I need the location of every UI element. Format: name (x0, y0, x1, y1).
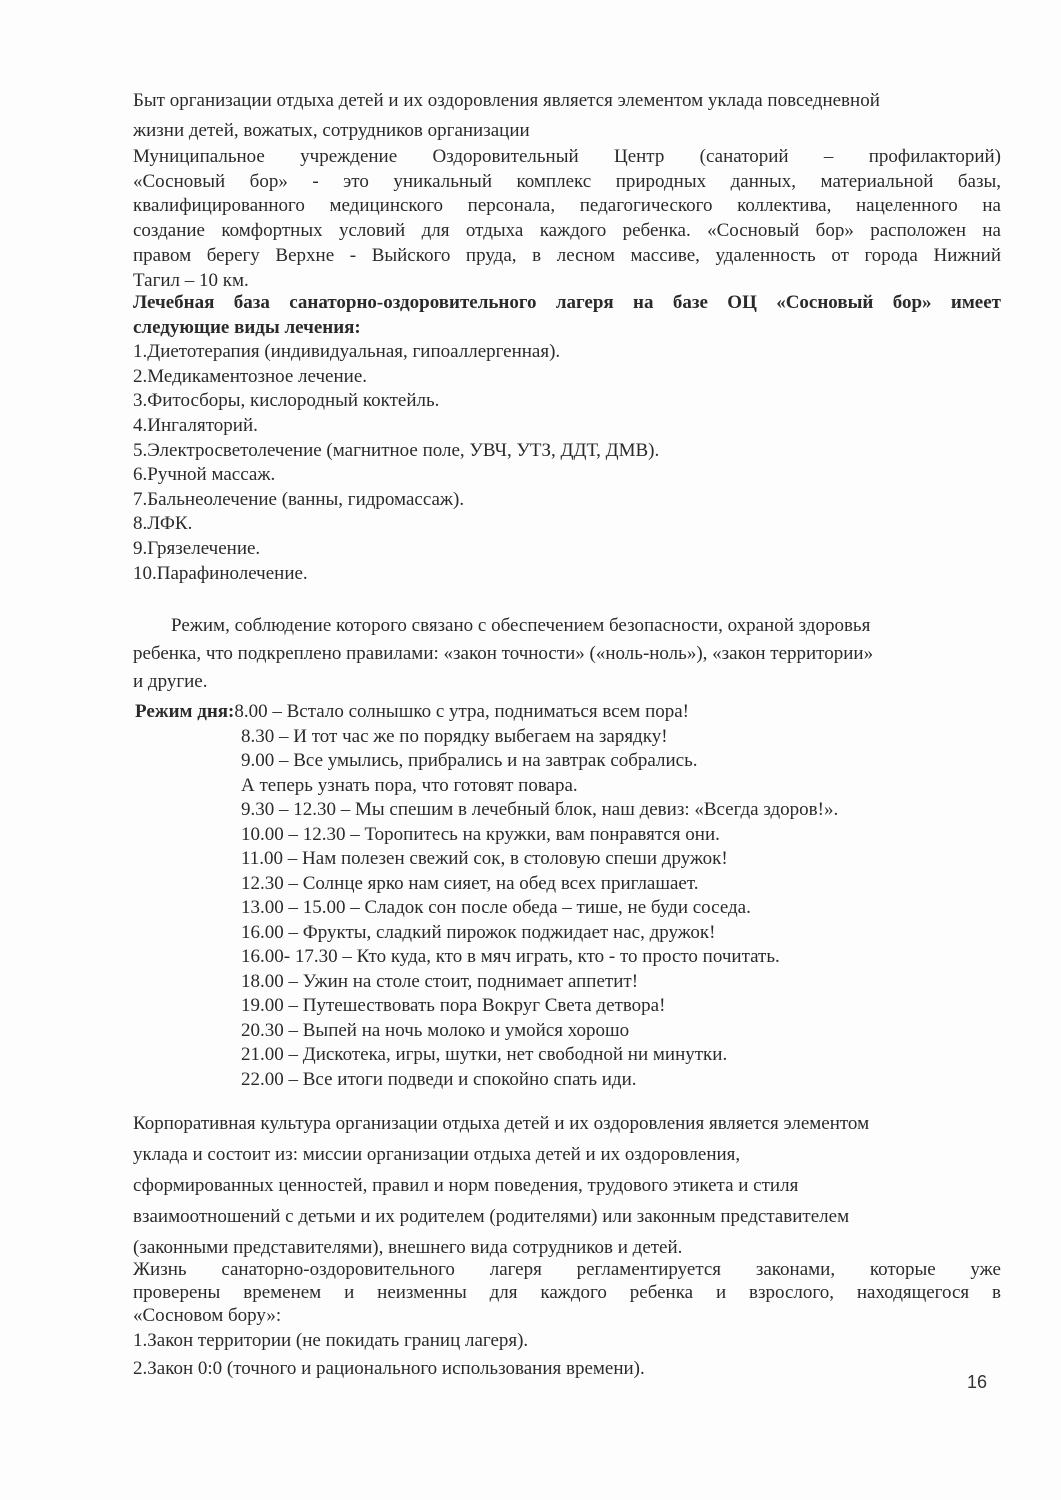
schedule-entry: 19.00 – Путешествовать пора Вокруг Света детвора! (241, 995, 666, 1016)
text-line: «Сосновый бор» - это уникальный комплекс природных данных, материальной базы, (133, 170, 1001, 192)
intro-paragraph (133, 86, 1001, 146)
schedule-entry: 13.00 – 15.00 – Сладок сон после обеда – тише, не буди соседа. (241, 897, 751, 918)
text-line: «Сосновом бору»: (133, 1305, 282, 1326)
list-item: 3.Фитосборы, кислородный коктейль. (133, 390, 440, 412)
schedule-entry (135, 700, 995, 725)
schedule-label: Режим дня: (135, 701, 235, 722)
text-line: Тагил – 10 км. (133, 269, 249, 291)
list-item: 10.Парафинолечение. (133, 562, 308, 584)
list-item: 8.ЛФК. (133, 513, 193, 535)
schedule-entry: 12.30 – Солнце ярко нам сияет, на обед всех приглашает. (241, 872, 699, 894)
schedule-entry: 18.00 – Ужин на столе стоит, поднимает аппетит! (241, 970, 639, 992)
text-line: проверены временем и неизменны для каждого ребенка и взрослого, находящегося в (133, 1282, 1001, 1303)
culture-paragraph (133, 1108, 1001, 1263)
text-line: Режим, соблюдение которого связано с обеспечением безопасности, охраной здоровья (133, 615, 871, 636)
list-item: 6.Ручной массаж. (133, 464, 276, 486)
section-heading: следующие виды лечения: (133, 316, 361, 338)
list-item: 2.Закон 0:0 (точного и рационального использования времени). (133, 1358, 645, 1379)
schedule-entry: 9.00 – Все умылись, прибрались и на завтрак собрались. (241, 750, 698, 771)
list-item: 2.Медикаментозное лечение. (133, 365, 368, 387)
schedule-entry: 22.00 – Все итоги подведи и спокойно спать иди. (241, 1068, 637, 1090)
list-item: 4.Ингаляторий. (133, 414, 258, 436)
text-line: Жизнь санаторно-оздоровительного лагеря регламентируется законами, которые уже (133, 1259, 1001, 1280)
text-line: правом берегу Верхне - Выйского пруда, в лесном массиве, удаленность от города Нижний (133, 244, 1001, 266)
daily-schedule (135, 700, 995, 1092)
text-line: сформированных ценностей, правил и норм поведения, трудового этикета и стиля (133, 1175, 799, 1196)
text-line: уклада и состоит из: миссии организации отдыха детей и их оздоровления, (133, 1144, 741, 1165)
regime-intro-paragraph (133, 612, 1001, 696)
list-item: 1.Закон территории (не покидать границ лагеря). (133, 1330, 529, 1351)
schedule-entry: 8.30 – И тот час же по порядку выбегаем на зарядку! (241, 725, 668, 747)
section-heading: Лечебная база санаторно-оздоровительного лагеря на базе ОЦ «Сосновый бор» имеет (133, 292, 1001, 313)
text-line: ребенка, что подкреплено правилами: «закон точности» («ноль-ноль»), «закон территории» (133, 643, 874, 664)
schedule-entry: 16.00- 17.30 – Кто куда, кто в мяч играть, кто - то просто почитать. (241, 946, 780, 967)
schedule-entry: 20.30 – Выпей на ночь молоко и умойся хорошо (241, 1019, 630, 1041)
text-line: жизни детей, вожатых, сотрудников организации (133, 120, 530, 141)
description-paragraph (133, 145, 1001, 293)
page-number: 16 (967, 1372, 988, 1392)
schedule-entry: 9.30 – 12.30 – Мы спешим в лечебный блок, наш девиз: «Всегда здоров!». (241, 799, 839, 820)
list-item: 9.Грязелечение. (133, 537, 261, 559)
laws-paragraph (133, 1258, 1001, 1383)
text-line: создание комфортных условий для отдыха каждого ребенка. «Сосновый бор» расположен на (133, 220, 1001, 242)
text-line: и другие. (133, 671, 208, 692)
text-line: Корпоративная культура организации отдыха детей и их оздоровления является элементом (133, 1113, 870, 1134)
schedule-entry: 11.00 – Нам полезен свежий сок, в столовую спеши дружок! (241, 848, 728, 869)
text-line: Быт организации отдыха детей и их оздоровления является элементом уклада повседневной (133, 90, 880, 111)
list-item: 7.Бальнеолечение (ванны, гидромассаж). (133, 488, 465, 510)
schedule-entry: 16.00 – Фрукты, сладкий пирожок поджидает нас, дружок! (241, 921, 716, 943)
schedule-entry: 10.00 – 12.30 – Торопитесь на кружки, вам понравятся они. (241, 823, 720, 845)
schedule-entry: А теперь узнать пора, что готовят повара. (241, 774, 578, 796)
list-item: 1.Диетотерапия (индивидуальная, гипоаллергенная). (133, 341, 561, 363)
schedule-entry-text: 8.00 – Встало солнышко с утра, подниматься всем пора! (234, 701, 690, 722)
text-line: (законными представителями), внешнего вида сотрудников и детей. (133, 1237, 683, 1258)
treatment-section (133, 291, 1001, 586)
text-line: взаимоотношений с детьми и их родителем (родителями) или законным представителем (133, 1206, 850, 1227)
schedule-entry: 21.00 – Дискотека, игры, шутки, нет свободной ни минутки. (241, 1044, 728, 1065)
text-line: квалифицированного медицинского персонала, педагогического коллектива, нацеленного на (133, 195, 1001, 217)
list-item: 5.Электросветолечение (магнитное поле, УВЧ, УТЗ, ДДТ, ДМВ). (133, 439, 660, 461)
text-line: Муниципальное учреждение Оздоровительный Центр (санаторий – профилакторий) (133, 146, 1001, 167)
